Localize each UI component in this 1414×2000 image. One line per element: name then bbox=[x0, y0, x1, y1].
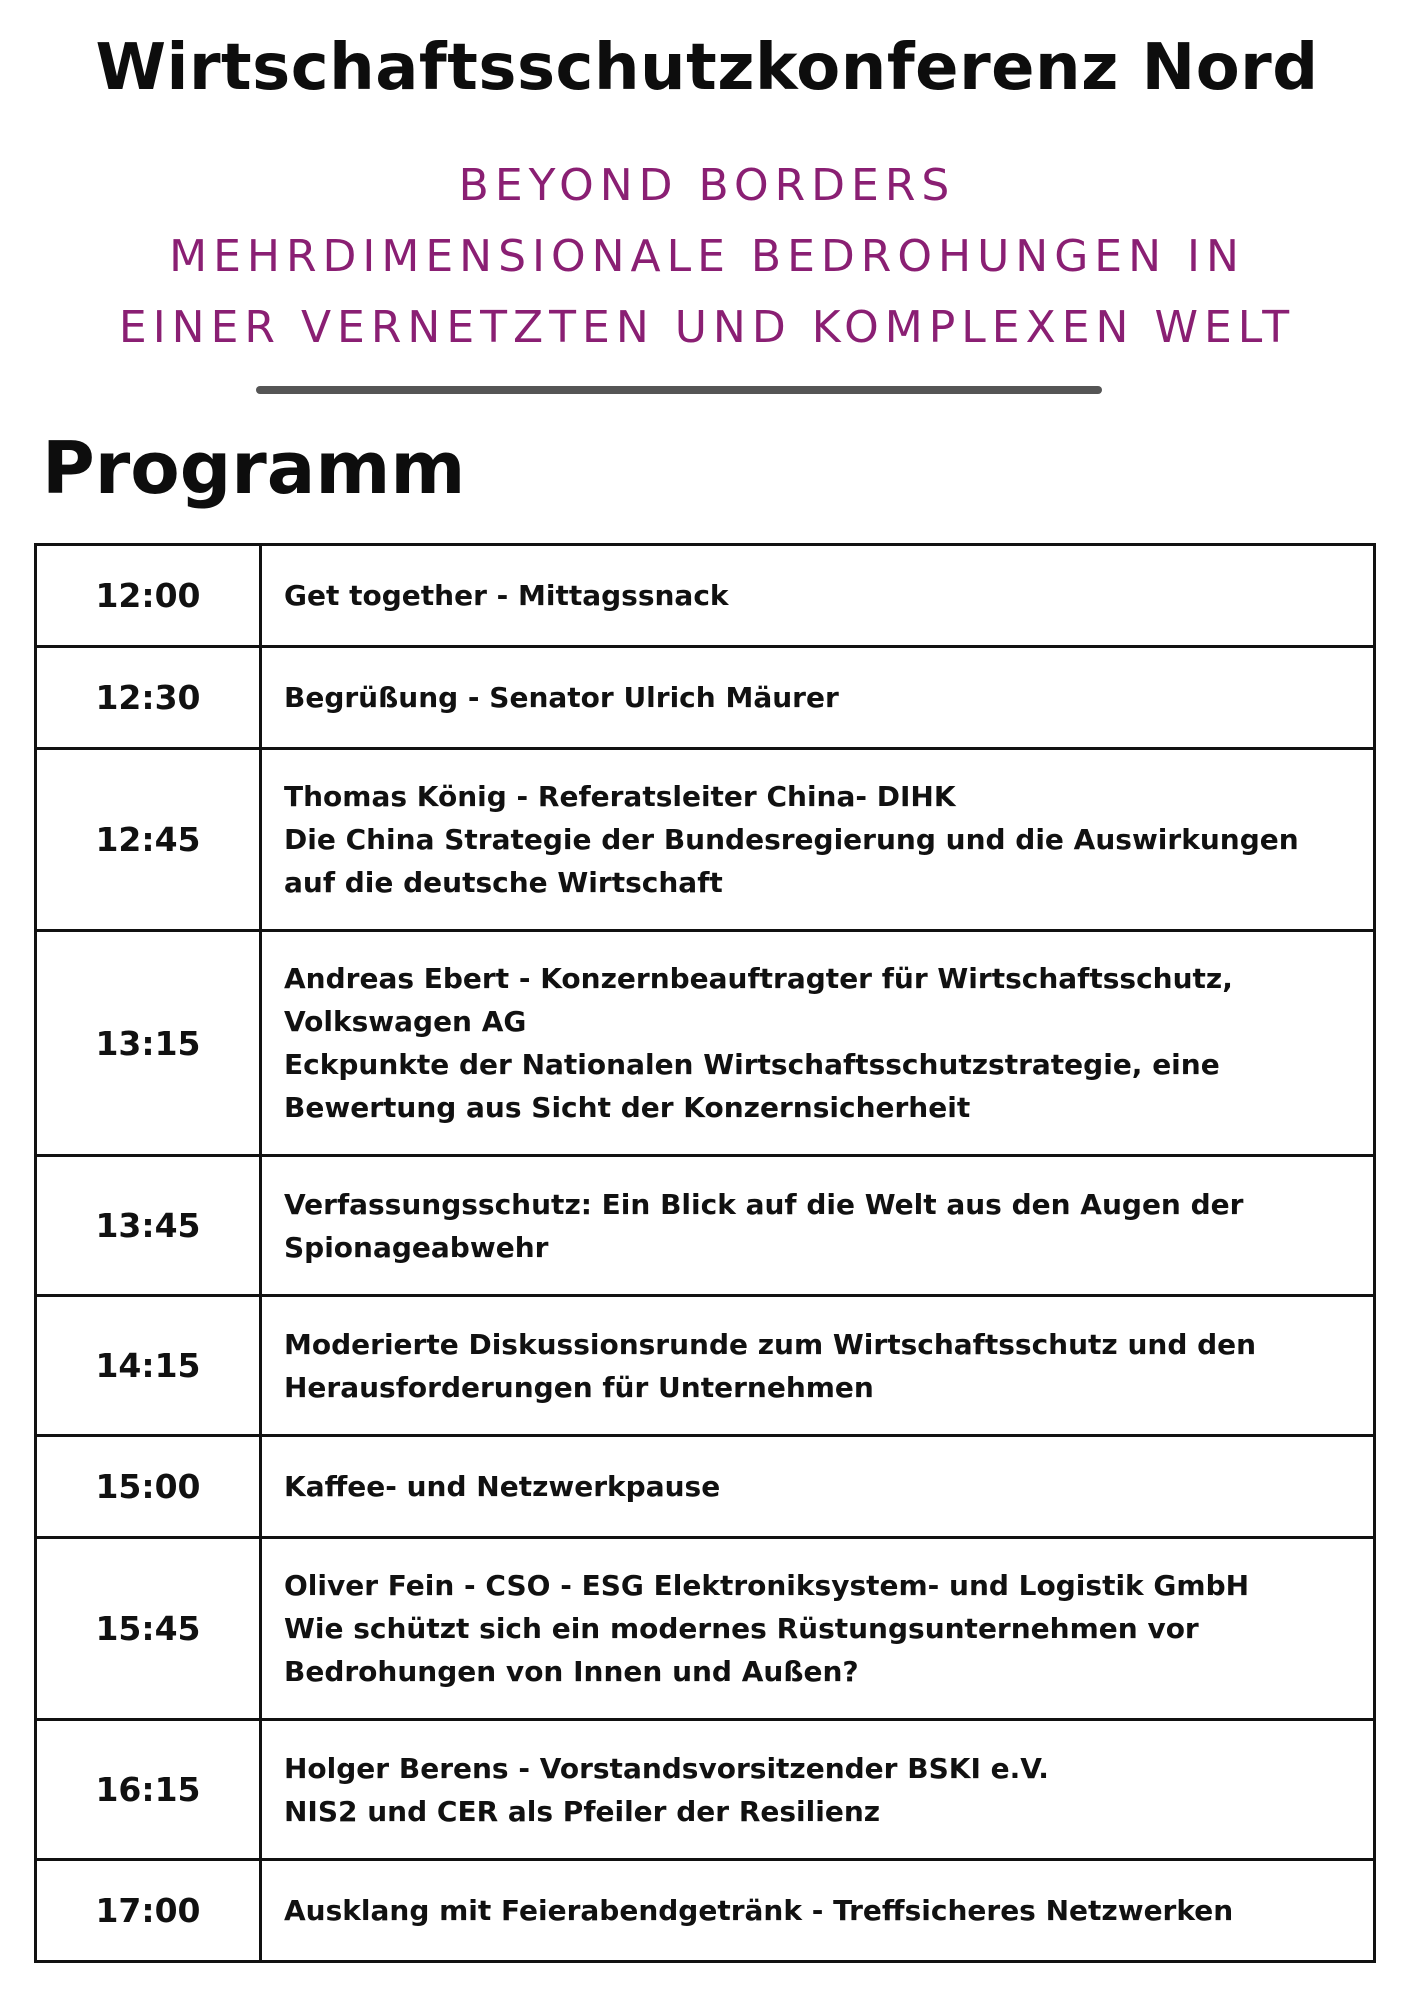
time-cell: 15:00 bbox=[36, 1436, 261, 1538]
subtitle-line: MEHRDIMENSIONALE BEDROHUNGEN IN bbox=[169, 231, 1245, 282]
page-title: Wirtschaftsschutzkonferenz Nord bbox=[95, 31, 1319, 105]
description-line: Volkswagen AG bbox=[284, 1005, 527, 1038]
table-row bbox=[36, 1436, 1375, 1538]
table-row bbox=[36, 1538, 1375, 1720]
table-row bbox=[36, 647, 1375, 749]
description-cell bbox=[261, 749, 1375, 931]
description-line: Oliver Fein - CSO - ESG Elektroniksystem- und Logistik GmbH bbox=[284, 1569, 1250, 1602]
table-row bbox=[36, 1296, 1375, 1436]
description-line: Die China Strategie der Bundesregierung und die Auswirkungen bbox=[284, 823, 1299, 856]
program-table bbox=[34, 543, 1376, 1963]
description-line: Wie schützt sich ein modernes Rüstungsunternehmen vor bbox=[284, 1612, 1199, 1645]
description-line: auf die deutsche Wirtschaft bbox=[284, 866, 723, 899]
description-cell bbox=[261, 1436, 1375, 1538]
description-line: Holger Berens - Vorstandsvorsitzender BSKI e.V. bbox=[284, 1751, 1049, 1785]
description-cell bbox=[261, 931, 1375, 1156]
description-line: Verfassungsschutz: Ein Blick auf die Welt aus den Augen der bbox=[284, 1187, 1244, 1221]
description-cell bbox=[261, 1296, 1375, 1436]
time-cell: 17:00 bbox=[36, 1860, 261, 1962]
description-cell bbox=[261, 1860, 1375, 1962]
time-cell: 12:00 bbox=[36, 545, 261, 647]
description-line: Get together - Mittagssnack bbox=[284, 579, 729, 612]
time-cell: 12:30 bbox=[36, 647, 261, 749]
description-line: Herausforderungen für Unternehmen bbox=[284, 1370, 874, 1404]
description-line: NIS2 und CER als Pfeiler der Resilienz bbox=[284, 1794, 881, 1828]
time-cell: 13:45 bbox=[36, 1156, 261, 1296]
table-row bbox=[36, 1156, 1375, 1296]
description-line: Ausklang mit Feierabendgetränk - Treffsicheres Netzwerken bbox=[284, 1894, 1234, 1927]
table-row bbox=[36, 545, 1375, 647]
description-cell bbox=[261, 1720, 1375, 1860]
description-line: Thomas König - Referatsleiter China- DIHK bbox=[284, 780, 956, 813]
description-cell bbox=[261, 545, 1375, 647]
time-cell: 12:45 bbox=[36, 749, 261, 931]
description-cell bbox=[261, 1538, 1375, 1720]
description-line: Spionageabwehr bbox=[284, 1230, 549, 1264]
section-heading: Programm bbox=[42, 426, 466, 510]
description-cell bbox=[261, 1156, 1375, 1296]
description-line: Bewertung aus Sicht der Konzernsicherheit bbox=[284, 1091, 971, 1124]
subtitle-line: EINER VERNETZTEN UND KOMPLEXEN WELT bbox=[118, 302, 1296, 353]
subtitle-line: BEYOND BORDERS bbox=[458, 160, 956, 211]
table-row bbox=[36, 1720, 1375, 1860]
description-line: Begrüßung - Senator Ulrich Mäurer bbox=[284, 681, 839, 714]
time-cell: 15:45 bbox=[36, 1538, 261, 1720]
description-line: Andreas Ebert - Konzernbeauftragter für Wirtschaftsschutz, bbox=[284, 962, 1233, 995]
description-line: Kaffee- und Netzwerkpause bbox=[284, 1470, 721, 1503]
time-cell: 14:15 bbox=[36, 1296, 261, 1436]
description-line: Eckpunkte der Nationalen Wirtschaftsschutzstrategie, eine bbox=[284, 1048, 1220, 1081]
table-row bbox=[36, 1860, 1375, 1962]
description-line: Bedrohungen von Innen und Außen? bbox=[284, 1655, 859, 1688]
table-row bbox=[36, 749, 1375, 931]
time-cell: 16:15 bbox=[36, 1720, 261, 1860]
time-cell: 13:15 bbox=[36, 931, 261, 1156]
subtitle bbox=[0, 150, 1414, 363]
table-row bbox=[36, 931, 1375, 1156]
divider bbox=[256, 386, 1102, 394]
description-line: Moderierte Diskussionsrunde zum Wirtschaftsschutz und den bbox=[284, 1327, 1257, 1361]
description-cell bbox=[261, 647, 1375, 749]
